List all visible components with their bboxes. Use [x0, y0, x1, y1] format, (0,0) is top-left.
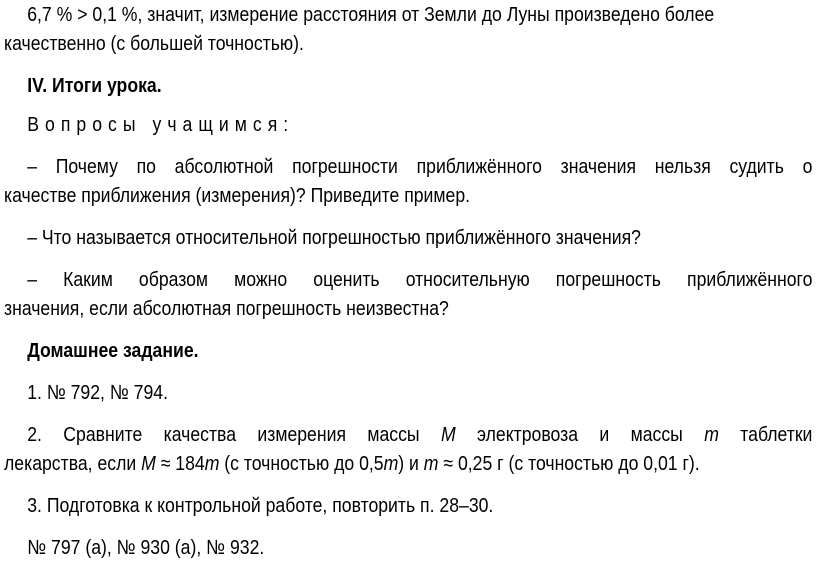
- hw2-text-g: ) и: [398, 452, 424, 475]
- question-1-line-1: – Почему по абсолютной погрешности приближённого значения нельзя судить о: [27, 155, 813, 178]
- mass-m-symbol: m: [704, 423, 719, 446]
- mass-m-symbol: m: [383, 452, 399, 475]
- hw2-text-c: таблетки: [718, 423, 813, 446]
- homework-extra: № 797 (а), № 930 (а), № 932.: [27, 536, 265, 559]
- hw2-text-a: 2. Сравните качества измерения массы: [27, 423, 441, 446]
- homework-item-2-line-1: [4, 420, 812, 449]
- hw2-text-h: ≈ 0,25 г (с точностью до 0,01 г).: [438, 452, 700, 475]
- question-1-line-2: качестве приближения (измерения)? Приведите пример.: [4, 184, 471, 207]
- hw2-text-d: лекарства, если: [4, 452, 142, 475]
- homework-item-3: 3. Подготовка к контрольной работе, повторить п. 28–30.: [27, 494, 494, 517]
- questions-label: Вопросы учащимся:: [27, 113, 295, 136]
- hw2-text-e: ≈ 184: [155, 452, 205, 475]
- homework-item-1: 1. № 792, № 794.: [27, 381, 168, 404]
- section-title: IV. Итоги урока.: [27, 74, 162, 97]
- homework-item-2-line-2: [4, 449, 812, 478]
- hw2-text-f: (с точностью до 0,5: [219, 452, 384, 475]
- question-3-line-1: – Каким образом можно оценить относительную погрешность приближённого: [27, 268, 813, 291]
- document-page: [4, 0, 813, 562]
- hw2-text-b: электровоза и массы: [455, 423, 705, 446]
- conclusion-line-2: качественно (с большей точностью).: [4, 32, 304, 55]
- mass-M-symbol: M: [141, 452, 156, 475]
- mass-m-symbol: m: [423, 452, 439, 475]
- mass-M-symbol: M: [440, 423, 456, 446]
- conclusion-line-1: 6,7 % > 0,1 %, значит, измерение расстояния от Земли до Луны произведено более: [27, 3, 715, 26]
- homework-title: Домашнее задание.: [27, 339, 199, 362]
- question-2: – Что называется относительной погрешностью приближённого значения?: [27, 226, 641, 249]
- mass-m-symbol: m: [204, 452, 220, 475]
- question-3-line-2: значения, если абсолютная погрешность неизвестна?: [4, 297, 449, 320]
